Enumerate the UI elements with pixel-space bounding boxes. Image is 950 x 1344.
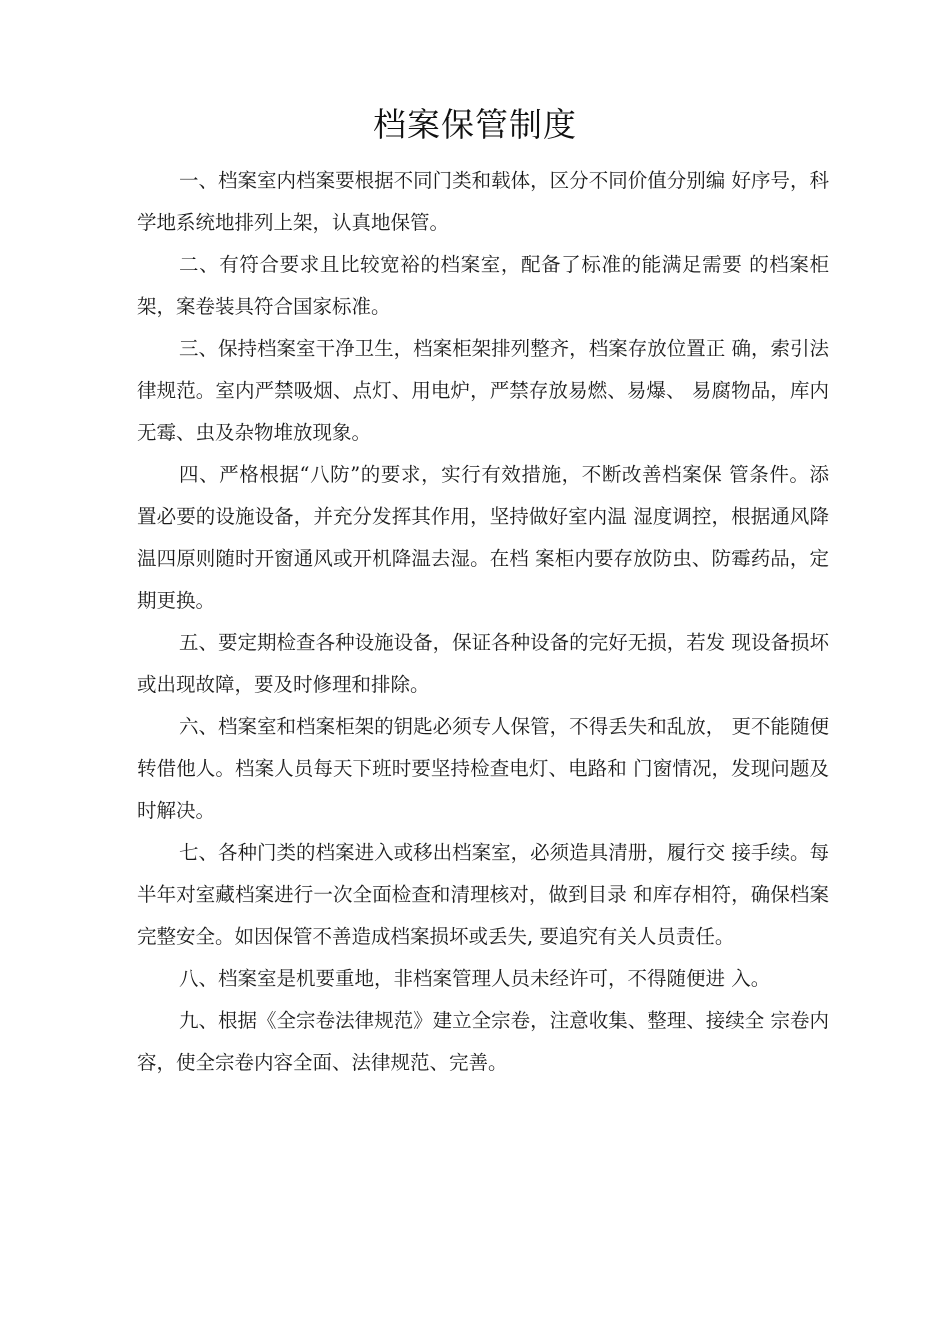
paragraph-5: 五、要定期检查各种设施设备，保证各种设备的完好无损，若发 现设备损坏或出现故障，要及时修理和排除。 <box>137 631 829 696</box>
paragraph-8: 八、档案室是机要重地，非档案管理人员未经许可，不得随便进 入。 <box>179 967 771 990</box>
paragraph-7: 七、各种门类的档案进入或移出档案室，必须造具清册，履行交 接手续。每半年对室藏档案进行一次全面检查和清理核对，做到目录 和库存相符，确保档案完整安全。如因保管不善造成档案损坏或丢失, 要追究有关人员责任。 <box>137 841 829 948</box>
paragraph-4: 四、严格根据“八防”的要求，实行有效措施，不断改善档案保 管条件。添置必要的设施设备，并充分发挥其作用，坚持做好室内温 湿度调控，根据通风降温四原则随时开窗通风或开机降温去湿。在档 案柜内要存放防虫、防霉药品，定期更换。 <box>137 463 829 612</box>
document-body <box>137 160 829 1084</box>
paragraph-6: 六、档案室和档案柜架的钥匙必须专人保管，不得丢失和乱放， 更不能随便转借他人。档案人员每天下班时要坚持检查电灯、电路和 门窗情况，发现问题及时解决。 <box>137 715 829 822</box>
paragraph-1: 一、档案室内档案要根据不同门类和载体，区分不同价值分别编 好序号，科学地系统地排列上架，认真地保管。 <box>137 169 829 234</box>
paragraph-2: 二、有符合要求且比较宽裕的档案室，配备了标准的能满足需要 的档案柜架，案卷装具符合国家标准。 <box>137 253 829 318</box>
paragraph-3: 三、保持档案室干净卫生，档案柜架排列整齐，档案存放位置正 确，索引法律规范。室内严禁吸烟、点灯、用电炉，严禁存放易燃、易爆、 易腐物品，库内无霉、虫及杂物堆放现象。 <box>137 337 829 444</box>
document-title: 档案保管制度 <box>373 105 577 144</box>
paragraph-9: 九、根据《全宗卷法律规范》建立全宗卷，注意收集、整理、接续全 宗卷内容，使全宗卷内容全面、法律规范、完善。 <box>137 1009 829 1074</box>
